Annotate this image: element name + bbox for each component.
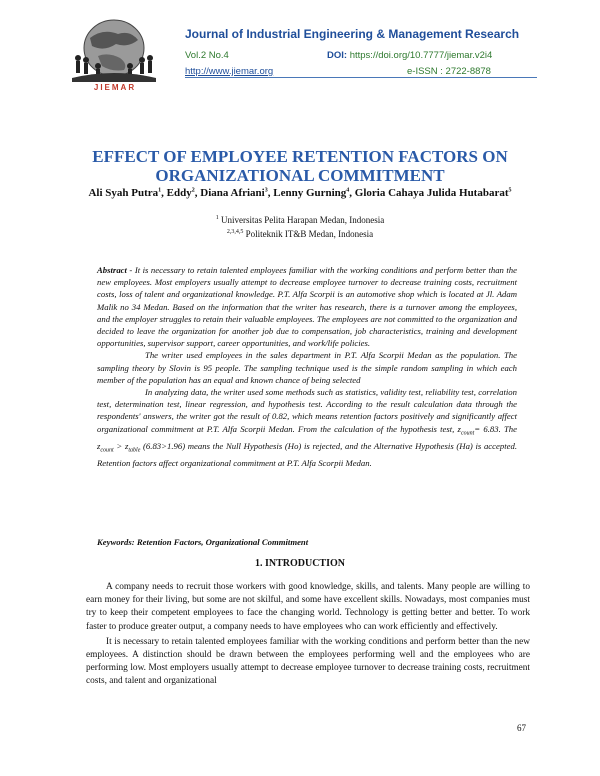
header-divider xyxy=(185,77,537,78)
author-name: Gloria Cahaya Julida Hutabarat xyxy=(354,187,509,199)
abstract xyxy=(97,264,517,469)
intro-paragraph-2: It is necessary to retain talented employees familiar with the working conditions and perform better than the new employees. A distinction should be drawn between the employees performing well and the employees who are performing low. Most employers usually attempt to decrease employee turnover to decrease training costs, recruitment costs, and talent and organizational xyxy=(86,636,530,687)
keywords: Keywords: Retention Factors, Organizational Commitment xyxy=(97,537,309,547)
affiliation-1: $^1$ Universitas Pelita Harapan Medan, Indonesia xyxy=(215,215,385,225)
page-number: 67 xyxy=(517,723,526,733)
globe-people-icon xyxy=(68,18,160,84)
author-name: Lenny Gurning xyxy=(273,187,347,199)
author-name: Diana Afriani xyxy=(200,187,265,199)
section-heading: 1. INTRODUCTION xyxy=(254,558,345,569)
author-name: Eddy xyxy=(166,187,192,199)
doi-link[interactable]: https://doi.org/10.7777/jiemar.v2i4 xyxy=(349,50,493,61)
doi-label: DOI: xyxy=(327,50,348,61)
intro-paragraph-1: A company needs to recruit those workers with good knowledge, skills, and talents. Many people are willing to earn money for their living, but some are not skilful, and some have excellent skills. Nowadays, most companies must try to keep their competent employees to face the changing world. Technology is getting better and better. To work faster to produce greater output, a company needs to have employees who can work efficiently and effectively. xyxy=(86,582,530,632)
journal-title: Journal of Industrial Engineering & Management Research xyxy=(185,27,520,41)
affiliation-2: $^{2,3,4,5}$ Politeknik IT&B Medan, Indonesia xyxy=(226,229,374,239)
doi-line xyxy=(327,50,492,61)
eissn: e-ISSN : 2722-8878 xyxy=(407,66,491,77)
author-name: Ali Syah Putra xyxy=(88,187,159,199)
abstract-paragraph-1: Abstract - It is necessary to retain talented employees familiar with the working conditions and perform better than the new employees. Most employers usually attempt to decrease employee turnover to decrease training costs, recruitment costs, loss of talent and organizational knowledge. P.T. Alfa Scorpii is an automotive shop which is located at Jl. Adam Malik no 34 Medan. Based on the information that the writer has research, there is a turnover among the employees, and the employer struggles to retain their valuable employees. The employees are not committed to the organization and decided to leave the organization for another job due to compensation, job characteristics, training and development opportunities, supervisor support, career opportunities, and work/life policies. xyxy=(97,265,517,349)
introduction-body xyxy=(86,581,530,689)
logo-text: JIEMAR xyxy=(93,83,137,92)
journal-url[interactable]: http://www.jiemar.org xyxy=(185,66,274,77)
author-list: Ali Syah Putra$^1$, Eddy$^2$, Diana Afriani$^3$, Lenny Gurning$^4$, Gloria Cahaya Julida Hutabarat$^5$ xyxy=(88,187,512,199)
abstract-paragraph-2: The writer used employees in the sales department in P.T. Alfa Scorpii Medan as the population. The sampling theory by Slovin is 95 people. The sampling technique used is the simple random sampling in which each member of the population has an equal and known chance of being selected xyxy=(97,350,517,385)
volume-info: Vol.2 No.4 xyxy=(185,50,229,61)
paper-title-line2: ORGANIZATIONAL COMMITMENT xyxy=(155,166,445,185)
paper-title-line1: EFFECT OF EMPLOYEE RETENTION FACTORS ON xyxy=(92,147,508,166)
abstract-paragraph-3: In analyzing data, the writer used some methods such as statistics, validity test, reliability test, correlation test, determination test, linear regression, and hypothesis test. According to the result calculation data through the respondents' answers, the writer got the result of 0.82, which means retention factors positively and significantly affect organizational commitment at P.T. Alfa Scorpii Medan. From the calculation of the hypothesis test, $z_{count}= 6.83$. The $z_{count} > z_{table}$ (6.83>1.96) means the Null Hypothesis (Ho) is rejected, and the Alternative Hypothesis (Ha) is accepted. Retention factors affect organizational commitment at P.T. Alfa Scorpii Medan. xyxy=(97,387,518,468)
